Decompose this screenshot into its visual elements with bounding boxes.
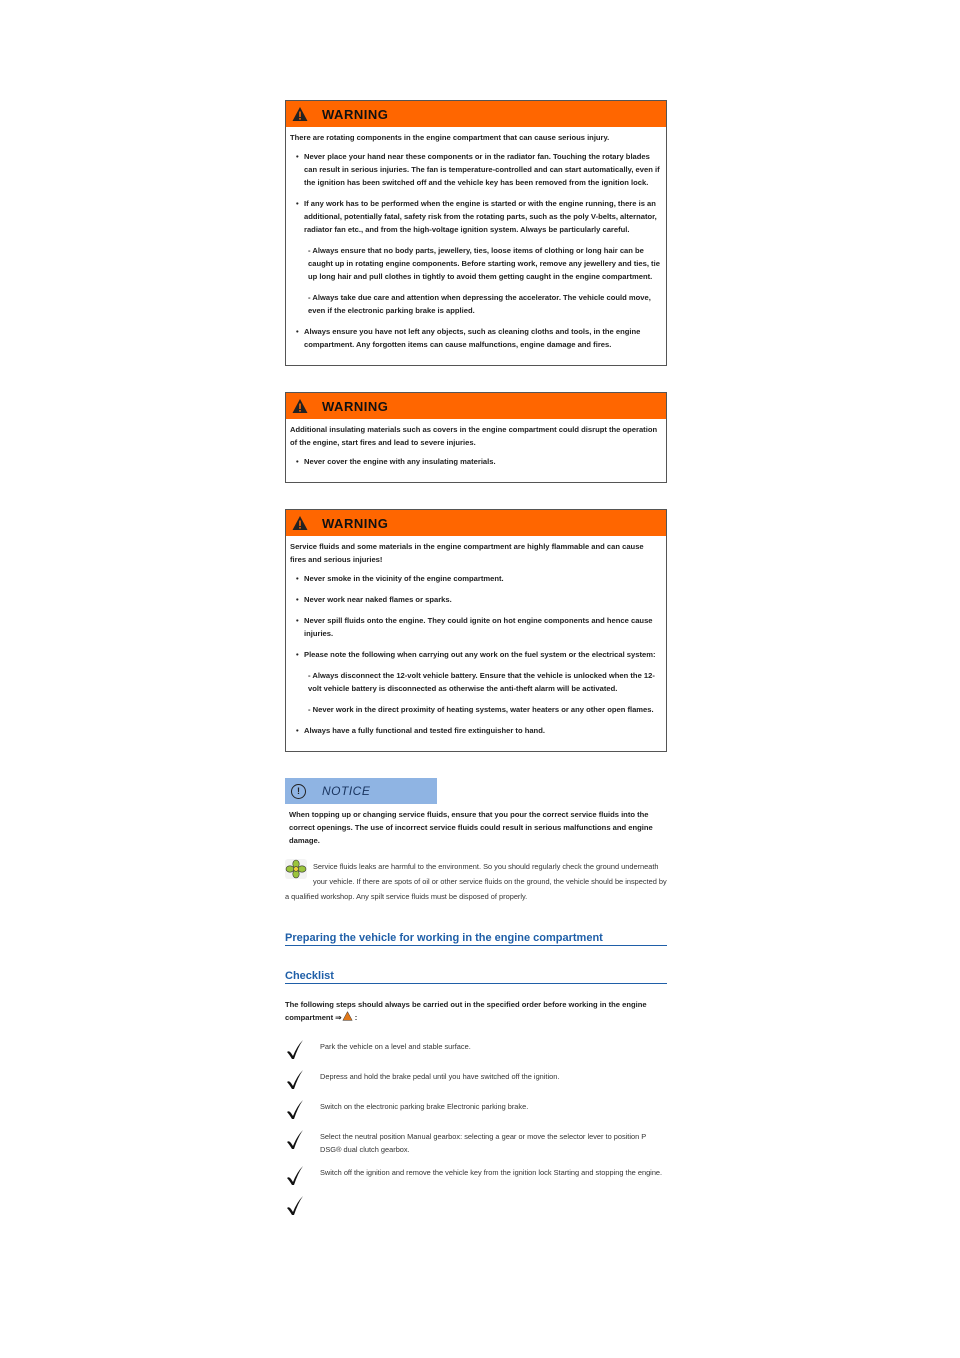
notice-box bbox=[285, 778, 667, 857]
warning-body bbox=[286, 536, 666, 751]
checkmark-icon bbox=[285, 1098, 305, 1120]
flower-icon bbox=[285, 859, 307, 879]
checklist-item-text: Select the neutral position Manual gearbox: selecting a gear or move the selector lever to position P DSG® dual clutch gearbox. bbox=[320, 1132, 647, 1154]
warning-bullet: • Never work near naked flames or sparks. bbox=[290, 593, 660, 606]
warning-bullet: • Always ensure you have not left any objects, such as cleaning cloths and tools, in the engine compartment. Any forgotten items can cause malfunctions, engine damage and fires. bbox=[290, 325, 660, 351]
warning-bullet: • Please note the following when carrying out any work on the fuel system or the electrical system: bbox=[290, 648, 660, 661]
checklist-intro bbox=[285, 998, 667, 1024]
warning-sub-item: - Always ensure that no body parts, jewellery, ties, loose items of clothing or long hair can be caught up in rotating engine components. Before starting work, remove any jewellery and ties, tie up long hair and pull clothes in tightly to avoid them getting caught in the engine compartment. bbox=[308, 246, 660, 281]
checkmark-icon bbox=[285, 1068, 305, 1090]
warning-sub-item: - Always disconnect the 12-volt vehicle battery. Ensure that the vehicle is unlocked when the 12-volt vehicle battery is disconnected as otherwise the anti-theft alarm will be activated. bbox=[308, 671, 655, 693]
warning-header bbox=[286, 510, 666, 536]
checkmark-icon bbox=[285, 1164, 305, 1186]
checklist-item bbox=[285, 1164, 667, 1186]
warning-triangle-icon bbox=[292, 515, 308, 531]
warning-box-flammable-fluids bbox=[285, 509, 667, 752]
warning-intro: Service fluids and some materials in the engine compartment are highly flammable and can cause fires and serious injuries! bbox=[290, 542, 644, 564]
environment-note-text: Service fluids leaks are harmful to the environment. So you should regularly check the ground underneath your vehicle. If there are spots of oil or other service fluids on the ground, the vehicle should be inspected by a qualified workshop. Any spilt service fluids must be disposed of properly. bbox=[285, 862, 667, 901]
warning-sub-item: - Never work in the direct proximity of heating systems, water heaters or any other open flames. bbox=[308, 705, 654, 714]
checklist-intro-text: The following steps should always be carried out in the specified order before working in the engine compartment bbox=[285, 1000, 647, 1022]
checklist-item bbox=[285, 1038, 667, 1060]
arrow-icon: ⇒ bbox=[335, 1013, 342, 1022]
checklist-item bbox=[285, 1128, 667, 1156]
warning-sub-item: - Always take due care and attention when depressing the accelerator. The vehicle could move, even if the electronic parking brake is applied. bbox=[308, 293, 651, 315]
environment-note bbox=[285, 857, 667, 904]
checkmark-icon bbox=[285, 1128, 305, 1150]
warning-header bbox=[286, 393, 666, 419]
subsection-title: Checklist bbox=[285, 970, 667, 984]
warning-triangle-icon bbox=[292, 106, 308, 122]
warning-title: WARNING bbox=[322, 106, 389, 122]
warning-box-rotating-components bbox=[285, 100, 667, 366]
warning-body bbox=[286, 127, 666, 365]
checklist-item-text: Depress and hold the brake pedal until you have switched off the ignition. bbox=[320, 1072, 560, 1081]
warning-bullet: • Always have a fully functional and tested fire extinguisher to hand. bbox=[290, 724, 660, 737]
checklist-intro-end: : bbox=[352, 1013, 358, 1022]
warning-intro: Additional insulating materials such as covers in the engine compartment could disrupt the operation of the engine, start fires and lead to severe injuries. bbox=[290, 425, 658, 447]
checklist-item bbox=[285, 1068, 667, 1090]
checklist-item-text: Switch on the electronic parking brake Electronic parking brake. bbox=[320, 1102, 529, 1111]
warning-triangle-icon bbox=[292, 398, 308, 414]
warning-bullet: • If any work has to be performed when the engine is started or with the engine running, there is an additional, potentially fatal, safety risk from the rotating parts, such as the poly V-belts, alternator, radiator fan etc., and from the high-voltage ignition system. Always be particularly careful. bbox=[290, 197, 660, 236]
notice-header bbox=[285, 778, 437, 804]
warning-box-insulating-materials bbox=[285, 392, 667, 483]
manual-page bbox=[285, 100, 667, 1224]
warning-intro: There are rotating components in the engine compartment that can cause serious injury. bbox=[290, 133, 610, 142]
warning-reference-link[interactable] bbox=[342, 1011, 353, 1021]
warning-bullet: • Never spill fluids onto the engine. They could ignite on hot engine components and hence cause injuries. bbox=[290, 614, 660, 640]
warning-title: WARNING bbox=[322, 515, 389, 531]
warning-header bbox=[286, 101, 666, 127]
warning-title: WARNING bbox=[322, 398, 389, 414]
checklist-item-partial bbox=[285, 1194, 667, 1216]
section-title: Preparing the vehicle for working in the engine compartment bbox=[285, 932, 667, 946]
checklist-item bbox=[285, 1098, 667, 1120]
notice-title: NOTICE bbox=[322, 784, 371, 798]
checklist-item-text: Switch off the ignition and remove the vehicle key from the ignition lock Starting and stopping the engine. bbox=[320, 1168, 663, 1177]
notice-text: When topping up or changing service fluids, ensure that you pour the correct service fluids into the correct openings. The use of incorrect service fluids could result in serious malfunctions and engine damage. bbox=[289, 810, 653, 845]
warning-bullet: • Never place your hand near these components or in the radiator fan. Touching the rotary blades can result in serious injuries. The fan is temperature-controlled and can start automatically, even if the ignition has been switched off and the vehicle key has been removed from the ignition lock. bbox=[290, 150, 660, 189]
checklist-item-text: Park the vehicle on a level and stable surface. bbox=[320, 1042, 471, 1051]
exclamation-circle-icon: ! bbox=[291, 784, 306, 799]
checklist bbox=[285, 1038, 667, 1216]
warning-body bbox=[286, 419, 666, 482]
checkmark-icon bbox=[285, 1194, 305, 1216]
checkmark-icon bbox=[285, 1038, 305, 1060]
warning-bullet: • Never smoke in the vicinity of the engine compartment. bbox=[290, 572, 660, 585]
warning-bullet: • Never cover the engine with any insulating materials. bbox=[290, 455, 660, 468]
